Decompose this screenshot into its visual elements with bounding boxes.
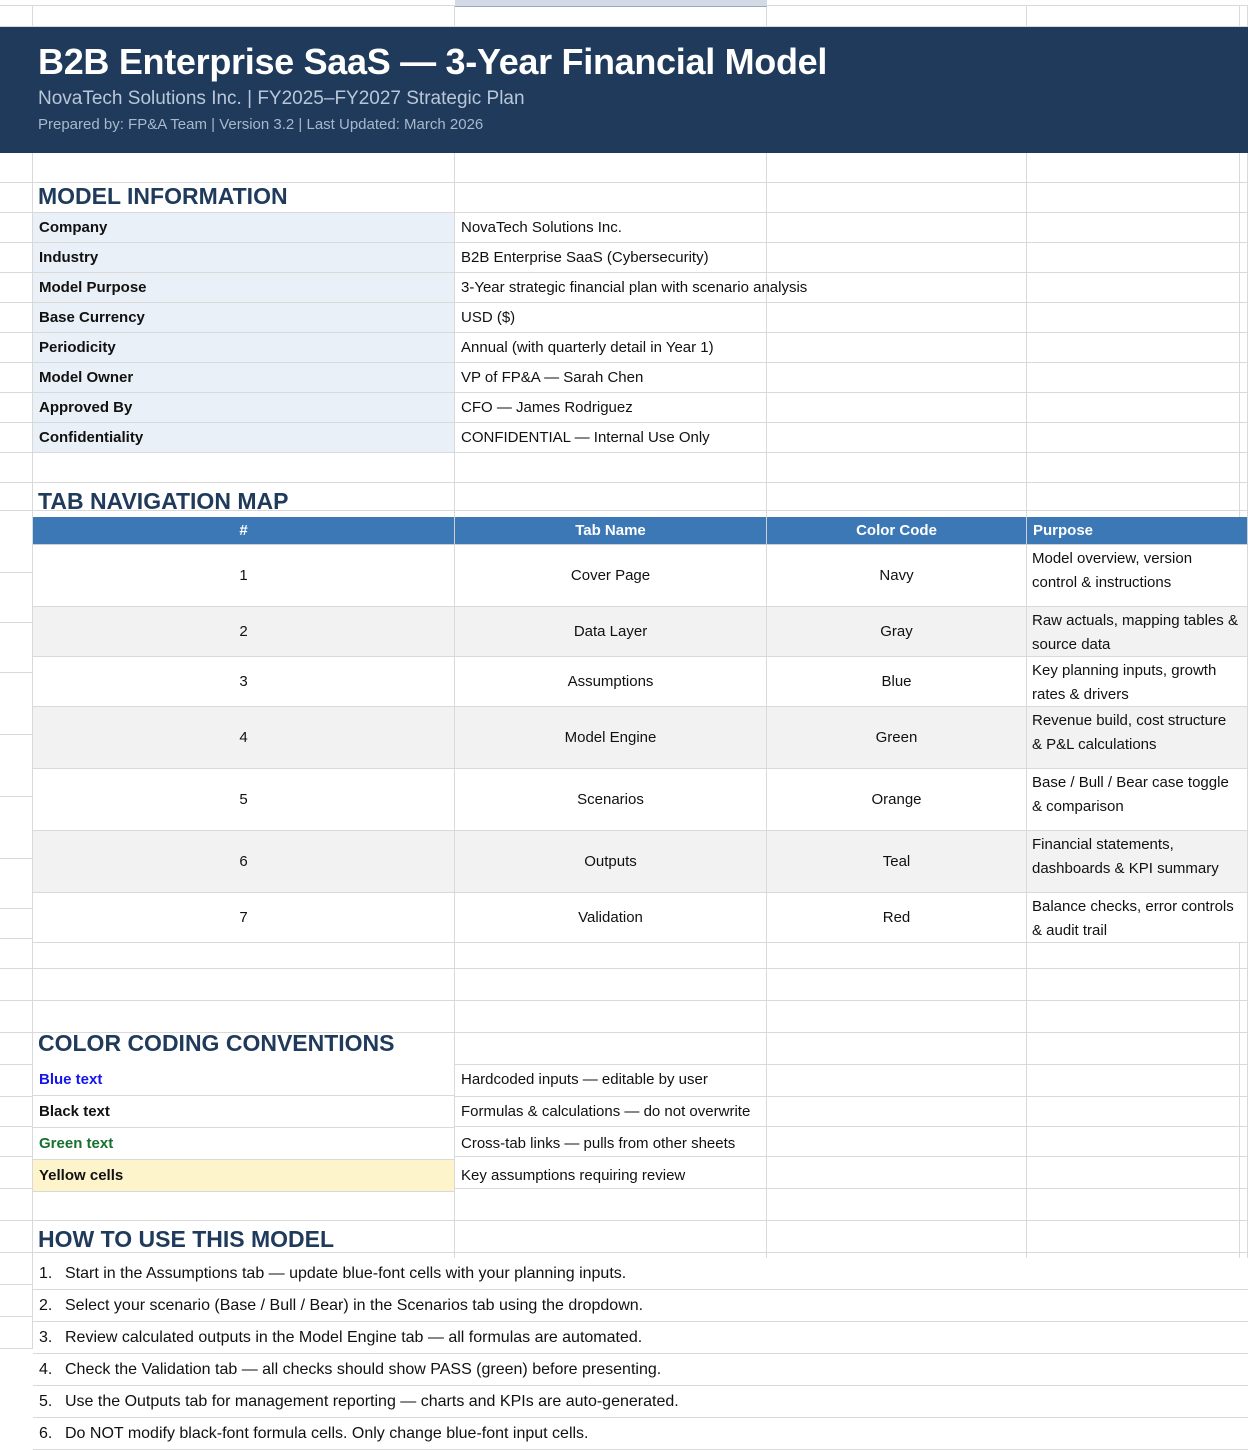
grid-cell [0,859,33,909]
grid-cell [0,363,33,393]
grid-cell [1027,1033,1240,1065]
grid-cell [1240,1157,1248,1189]
grid-cell [767,393,1027,423]
grid-cell [1240,243,1248,273]
how-to-use-step-text: Review calculated outputs in the Model Engine tab — all formulas are automated. [65,1329,643,1346]
model-info-value: USD ($) [461,309,516,326]
table-row-purpose-cell [1027,707,1248,769]
grid-cell [1027,213,1240,243]
section-title-tab-navigation-map: TAB NAVIGATION MAP [38,488,289,514]
grid-cell [455,333,767,363]
table-row-purpose-cell [1027,607,1248,657]
grid-cell [33,1001,455,1033]
grid-cell [1240,453,1248,483]
grid-cell [1240,1001,1248,1033]
grid-cell [1027,969,1240,1001]
grid-cell [1240,939,1248,969]
model-info-label: Company [33,213,455,243]
grid-cell [1027,243,1240,273]
grid-cell [0,6,33,27]
grid-cell [1240,363,1248,393]
grid-cell [455,1221,767,1253]
how-to-use-step-text: Do NOT modify black-font formula cells. Only change blue-font input cells. [65,1425,589,1442]
color-coding-description: Cross-tab links — pulls from other sheets [461,1135,736,1152]
model-info-label: Confidentiality [33,423,455,453]
color-coding-description: Formulas & calculations — do not overwrite [461,1103,751,1120]
grid-cell [33,6,455,27]
table-row-purpose-cell [1027,769,1248,831]
grid-cell [767,183,1027,213]
grid-cell [0,1127,33,1157]
how-to-use-step [33,1290,1248,1322]
grid-cell [0,939,33,969]
table-row-color-code: Navy [767,545,1027,607]
grid-cell [0,153,33,183]
model-info-value: CFO — James Rodriguez [461,399,633,416]
table-header-tab-name: Tab Name [455,517,767,545]
color-coding-description: Key assumptions requiring review [461,1167,686,1184]
table-header-purpose: Purpose [1027,517,1248,545]
grid-cell [455,183,767,213]
grid-cell [1240,1097,1248,1127]
table-row-tab-name: Model Engine [455,707,767,769]
table-row-tab-name: Validation [455,893,767,943]
grid-cell [767,1065,1027,1097]
grid-cell [0,1189,33,1221]
how-to-use-step-number: 2. [39,1297,53,1314]
grid-cell [1027,273,1240,303]
grid-cell [0,1221,33,1253]
grid-cell [33,1033,455,1065]
table-header-: # [33,517,455,545]
grid-cell [1027,153,1240,183]
grid-cell [0,673,33,735]
grid-cell [1027,1001,1240,1033]
table-row-number: 3 [33,657,455,707]
how-to-use-step-text: Select your scenario (Base / Bull / Bear) in the Scenarios tab using the dropdown. [65,1297,644,1314]
selected-cell-indicator[interactable] [455,0,767,7]
table-row-purpose-cell [1027,893,1248,943]
how-to-use-step [33,1386,1248,1418]
grid-cell [767,1189,1027,1221]
grid-cell [767,969,1027,1001]
grid-cell [1027,483,1240,511]
grid-cell [455,303,767,333]
grid-cell [455,1033,767,1065]
how-to-use-step-number: 3. [39,1329,53,1346]
grid-cell [1027,939,1240,969]
grid-cell [0,333,33,363]
grid-cell [33,453,455,483]
grid-cell [767,1033,1027,1065]
how-to-use-step-number: 5. [39,1393,53,1410]
grid-cell [0,453,33,483]
grid-cell [1240,483,1248,511]
how-to-use-step-text: Check the Validation tab — all checks should show PASS (green) before presenting. [65,1361,662,1378]
table-row-number: 7 [33,893,455,943]
grid-cell [455,1001,767,1033]
grid-cell [0,511,33,573]
grid-cell [767,213,1027,243]
table-row-number: 2 [33,607,455,657]
grid-cell [0,623,33,673]
grid-cell [0,735,33,797]
grid-cell [0,1157,33,1189]
table-row-color-code: Gray [767,607,1027,657]
grid-cell [1240,393,1248,423]
model-info-value: 3-Year strategic financial plan with scenario analysis [461,279,808,296]
table-row-purpose-cell [1027,657,1248,707]
table-row-color-code: Green [767,707,1027,769]
table-row-tab-name: Data Layer [455,607,767,657]
model-info-value: CONFIDENTIAL — Internal Use Only [461,429,710,446]
model-info-value: VP of FP&A — Sarah Chen [461,369,644,386]
grid-cell [767,273,1027,303]
grid-cell [455,483,767,511]
grid-cell [767,483,1027,511]
grid-cell [1027,303,1240,333]
grid-cell [455,1189,767,1221]
table-row-purpose: Key planning inputs, growth rates & drivers [1027,657,1242,707]
color-coding-label: Blue text [33,1064,455,1096]
model-info-label: Base Currency [33,303,455,333]
grid-cell [455,1127,767,1157]
table-row-color-code: Orange [767,769,1027,831]
color-coding-description: Hardcoded inputs — editable by user [461,1071,708,1088]
grid-cell [455,273,767,303]
grid-cell [1027,363,1240,393]
table-row-purpose: Financial statements, dashboards & KPI summary [1027,831,1242,893]
grid-cell [33,939,455,969]
grid-cell [1240,213,1248,243]
grid-cell [767,333,1027,363]
grid-cell [1027,1157,1240,1189]
grid-cell [767,423,1027,453]
color-coding-label: Yellow cells [33,1160,455,1192]
grid-cell [0,969,33,1001]
grid-cell [33,1189,455,1221]
grid-cell [0,483,33,511]
grid-cell [33,1221,455,1253]
table-row-number: 5 [33,769,455,831]
grid-cell [767,1097,1027,1127]
how-to-use-step [33,1322,1248,1354]
grid-cell [0,213,33,243]
grid-cell [1240,273,1248,303]
how-to-use-step-number: 6. [39,1425,53,1442]
grid-cell [0,303,33,333]
model-info-label: Model Owner [33,363,455,393]
grid-cell [767,1221,1027,1253]
model-info-label: Approved By [33,393,455,423]
section-title-model-information: MODEL INFORMATION [38,183,288,209]
grid-cell [1027,1065,1240,1097]
grid-cell [0,797,33,859]
grid-cell [455,243,767,273]
grid-cell [1240,183,1248,213]
grid-cell [0,909,33,939]
banner-meta: Prepared by: FP&A Team | Version 3.2 | Last Updated: March 2026 [38,116,484,133]
table-row-number: 1 [33,545,455,607]
model-info-label: Industry [33,243,455,273]
how-to-use-step-number: 4. [39,1361,53,1378]
table-row-number: 4 [33,707,455,769]
grid-cell [767,1127,1027,1157]
grid-cell [767,1001,1027,1033]
table-row-color-code: Red [767,893,1027,943]
grid-cell [0,1285,33,1317]
grid-cell [455,453,767,483]
how-to-use-step-text: Start in the Assumptions tab — update blue-font cells with your planning inputs. [65,1265,627,1282]
grid-cell [1027,1221,1240,1253]
how-to-use-step-text: Use the Outputs tab for management reporting — charts and KPIs are auto-generated. [65,1393,679,1410]
grid-cell [1027,1127,1240,1157]
grid-cell [1240,1127,1248,1157]
grid-cell [1240,153,1248,183]
grid-cell [1240,969,1248,1001]
grid-cell [1240,1065,1248,1097]
table-row-purpose: Balance checks, error controls & audit trail [1027,893,1242,943]
grid-cell [767,303,1027,333]
grid-cell [0,273,33,303]
table-row-purpose: Raw actuals, mapping tables & source data [1027,607,1242,657]
grid-cell [1240,303,1248,333]
grid-cell [1027,6,1240,27]
table-row-purpose-cell [1027,831,1248,893]
grid-cell [455,1157,767,1189]
model-info-label: Model Purpose [33,273,455,303]
how-to-use-step [33,1354,1248,1386]
grid-cell [1240,1033,1248,1065]
table-row-tab-name: Assumptions [455,657,767,707]
grid-cell [1027,453,1240,483]
grid-cell [767,939,1027,969]
grid-cell [455,393,767,423]
grid-cell [33,483,455,511]
how-to-use-step [33,1258,1248,1290]
grid-cell [455,423,767,453]
grid-cell [0,1253,33,1285]
grid-cell [767,363,1027,393]
table-row-color-code: Blue [767,657,1027,707]
banner-title: B2B Enterprise SaaS — 3-Year Financial Model [38,41,828,82]
grid-cell [1027,333,1240,363]
table-row-tab-name: Cover Page [455,545,767,607]
grid-cell [0,183,33,213]
grid-cell [455,939,767,969]
title-banner [0,27,1248,153]
grid-cell [455,1097,767,1127]
color-coding-label: Black text [33,1096,455,1128]
grid-cell [0,1317,33,1349]
grid-cell [767,453,1027,483]
model-info-value: NovaTech Solutions Inc. [461,219,622,236]
grid-cell [455,969,767,1001]
grid-cell [0,1065,33,1097]
how-to-use-step-number: 1. [39,1265,53,1282]
grid-cell [1240,1189,1248,1221]
grid-cell [1240,333,1248,363]
table-row-tab-name: Scenarios [455,769,767,831]
table-header-color-code: Color Code [767,517,1027,545]
grid-cell [0,573,33,623]
grid-cell [1027,393,1240,423]
model-info-value: B2B Enterprise SaaS (Cybersecurity) [461,249,709,266]
grid-cell [0,1097,33,1127]
table-row-purpose: Base / Bull / Bear case toggle & comparison [1027,769,1242,831]
grid-cell [455,363,767,393]
grid-cell [455,213,767,243]
grid-cell [33,183,455,213]
grid-cell [0,393,33,423]
grid-cell [1240,1221,1248,1253]
model-info-value: Annual (with quarterly detail in Year 1) [461,339,714,356]
table-row-tab-name: Outputs [455,831,767,893]
grid-cell [0,1001,33,1033]
grid-cell [767,6,1027,27]
table-row-purpose-cell [1027,545,1248,607]
grid-cell [0,243,33,273]
section-title-how-to-use: HOW TO USE THIS MODEL [38,1226,335,1252]
grid-cell [767,153,1027,183]
grid-cell [767,1157,1027,1189]
grid-cell [0,1033,33,1065]
table-row-purpose: Model overview, version control & instructions [1027,545,1242,607]
how-to-use-step [33,1418,1248,1450]
table-row-purpose: Revenue build, cost structure & P&L calculations [1027,707,1242,769]
grid-cell [455,153,767,183]
grid-cell [767,243,1027,273]
grid-cell [1027,183,1240,213]
table-row-number: 6 [33,831,455,893]
grid-cell [0,423,33,453]
grid-cell [1027,1097,1240,1127]
grid-cell [455,6,767,27]
grid-cell [455,1065,767,1097]
grid-cell [1240,6,1248,27]
grid-cell [33,153,455,183]
grid-cell [33,969,455,1001]
banner-subtitle: NovaTech Solutions Inc. | FY2025–FY2027 Strategic Plan [38,88,525,109]
table-row-color-code: Teal [767,831,1027,893]
section-title-color-coding: COLOR CODING CONVENTIONS [38,1030,395,1056]
model-info-label: Periodicity [33,333,455,363]
grid-cell [1027,423,1240,453]
color-coding-label: Green text [33,1128,455,1160]
grid-cell [1027,1189,1240,1221]
grid-cell [1240,423,1248,453]
